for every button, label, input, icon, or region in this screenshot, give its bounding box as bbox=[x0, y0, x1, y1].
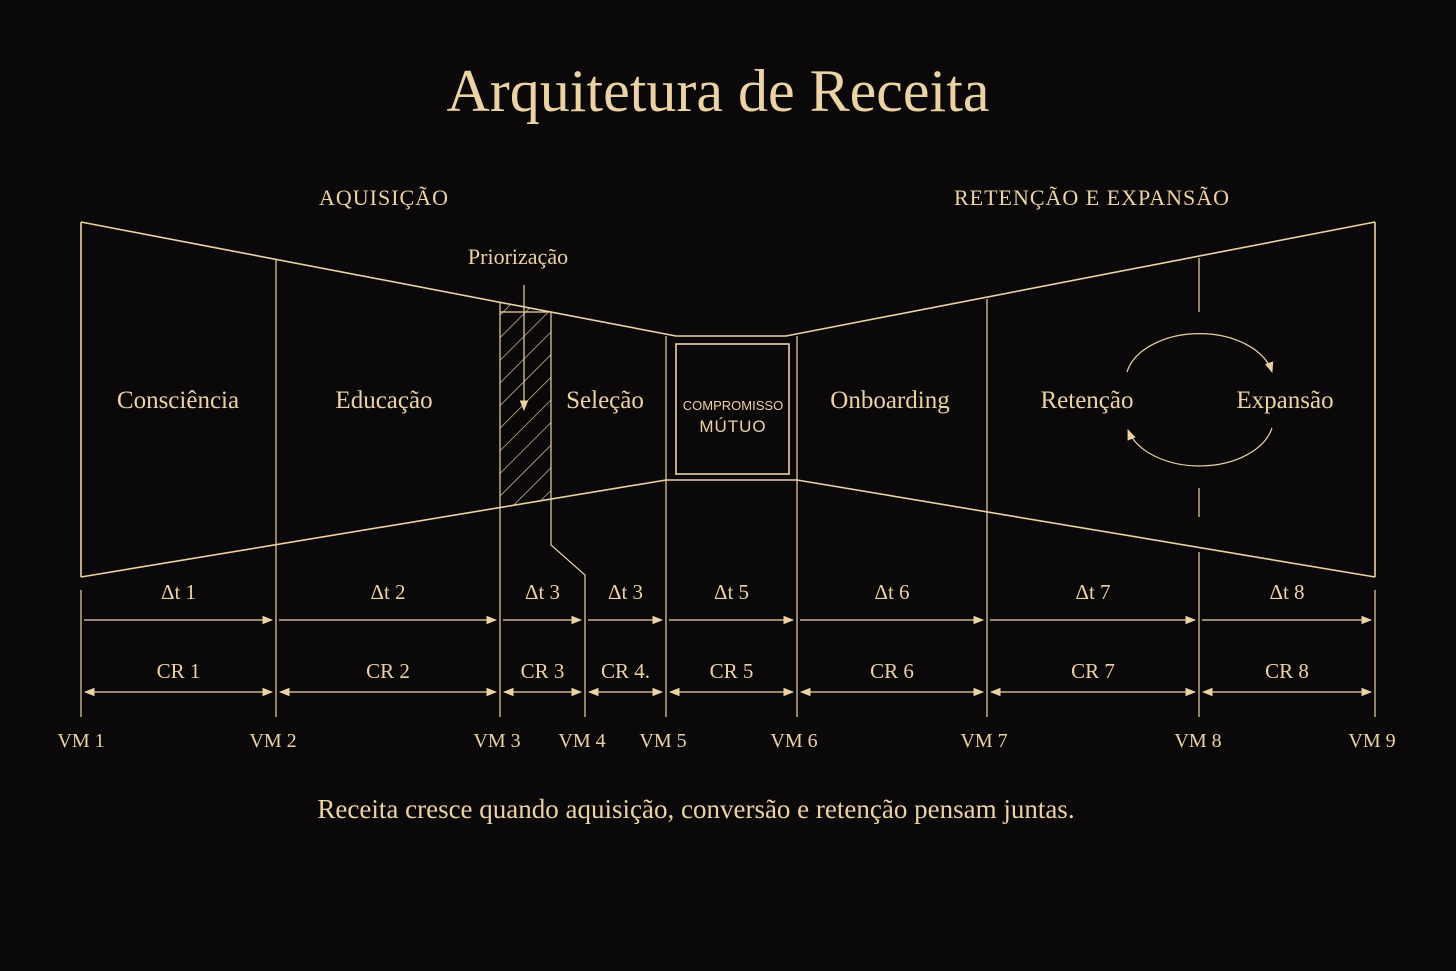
delta-t-label-4: Δt 3 bbox=[607, 580, 644, 604]
vm-label-3: VM 3 bbox=[473, 730, 521, 752]
vm-label-1: VM 1 bbox=[57, 730, 105, 752]
vm-label-9: VM 9 bbox=[1348, 730, 1396, 752]
vm-label-2: VM 2 bbox=[249, 730, 297, 752]
priorization-hatched-area bbox=[500, 302, 551, 508]
cycle-arrow-top bbox=[1127, 334, 1272, 372]
section-label-retention-expansion: RETENÇÃO E EXPANSÃO bbox=[953, 185, 1231, 210]
stage-commitment-line2: MÚTUO bbox=[699, 417, 767, 436]
delta-t-label-6: Δt 6 bbox=[874, 580, 910, 604]
stage-dividers bbox=[81, 258, 1375, 717]
cr-label-3: CR 3 bbox=[520, 659, 565, 683]
left-funnel-bottom-edge bbox=[81, 480, 1375, 577]
delta-t-row bbox=[84, 580, 1371, 620]
value-moment-row bbox=[57, 730, 1395, 752]
cr-label-6: CR 6 bbox=[870, 659, 914, 683]
delta-t-label-8: Δt 8 bbox=[1269, 580, 1305, 604]
cycle-arrow-bottom bbox=[1128, 428, 1272, 466]
vm-label-4: VM 4 bbox=[558, 730, 606, 752]
page-title: Arquitetura de Receita bbox=[446, 58, 990, 124]
cr-label-1: CR 1 bbox=[156, 659, 201, 683]
stage-onboarding: Onboarding bbox=[830, 387, 950, 414]
vm-label-7: VM 7 bbox=[960, 730, 1008, 752]
delta-t-label-3: Δt 3 bbox=[524, 580, 561, 604]
stage-expansion: Expansão bbox=[1236, 387, 1334, 414]
cr-label-2: CR 2 bbox=[366, 659, 410, 683]
divider-priorization-right bbox=[551, 312, 585, 717]
section-label-acquisition: AQUISIÇÃO bbox=[319, 185, 449, 210]
stage-awareness: Consciência bbox=[116, 387, 240, 414]
stage-selection: Seleção bbox=[566, 387, 644, 414]
conversion-rate-row bbox=[85, 659, 1371, 692]
left-funnel-top-edge bbox=[81, 222, 1375, 336]
cr-label-7: CR 7 bbox=[1071, 659, 1115, 683]
delta-t-label-1: Δt 1 bbox=[160, 580, 197, 604]
delta-t-label-5: Δt 5 bbox=[713, 580, 750, 604]
stage-retention: Retenção bbox=[1040, 387, 1134, 414]
delta-t-label-7: Δt 7 bbox=[1075, 580, 1111, 604]
vm-label-5: VM 5 bbox=[639, 730, 687, 752]
cr-label-5: CR 5 bbox=[709, 659, 754, 683]
vm-label-6: VM 6 bbox=[770, 730, 818, 752]
cr-label-4: CR 4. bbox=[600, 659, 651, 683]
cr-label-8: CR 8 bbox=[1265, 659, 1309, 683]
stage-commitment-line1: COMPROMISSO bbox=[682, 398, 784, 413]
footer-tagline: Receita cresce quando aquisição, conversão e retenção pensam juntas. bbox=[317, 794, 1075, 824]
priorization-label: Priorização bbox=[467, 244, 569, 269]
delta-t-label-2: Δt 2 bbox=[370, 580, 406, 604]
stage-education: Educação bbox=[335, 387, 433, 414]
vm-label-8: VM 8 bbox=[1174, 730, 1222, 752]
